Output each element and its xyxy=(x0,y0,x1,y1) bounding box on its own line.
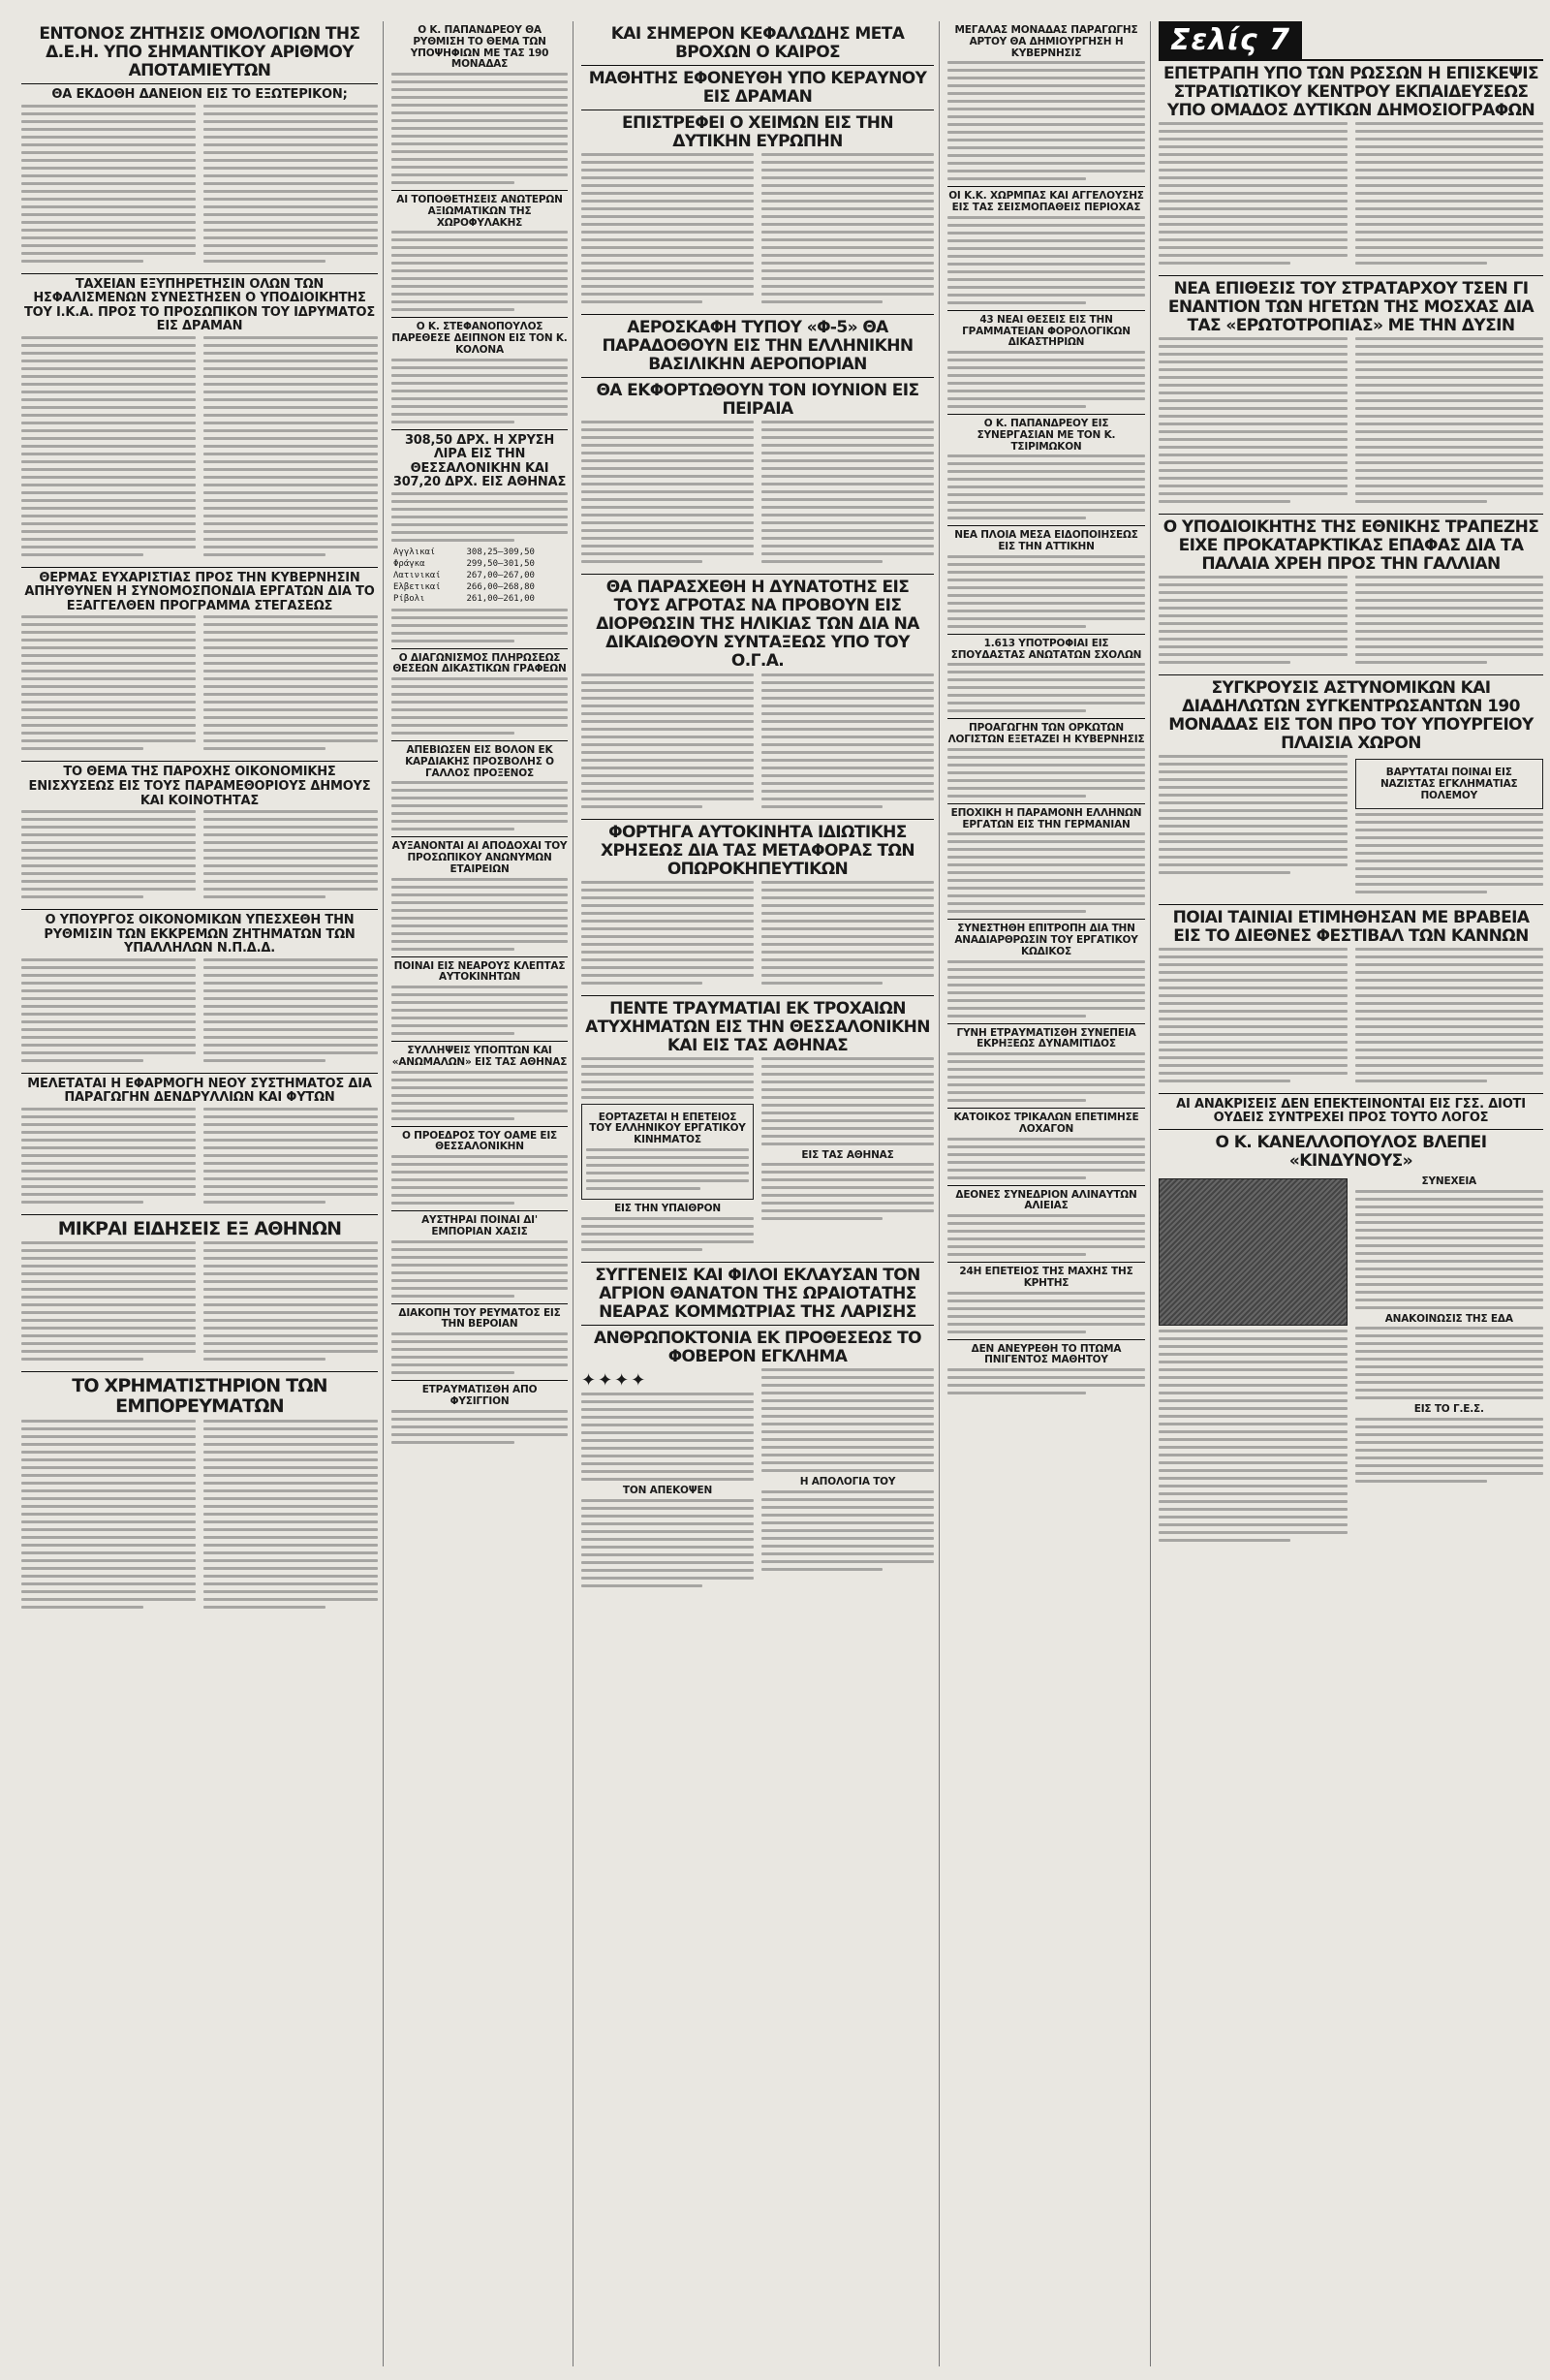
column-4 xyxy=(947,21,1151,2366)
article-weather xyxy=(581,25,934,308)
headline: Ο Κ. ΣΤΕΦΑΝΟΠΟΥΛΟΣ ΠΑΡΕΘΕΣΕ ΔΕΙΠΝΟΝ ΕΙΣ ΤΟΝ Κ. ΚΟΛΟΝΑ xyxy=(391,321,568,356)
headline: Ο ΠΡΟΕΔΡΟΣ ΤΟΥ ΟΑΜΕ ΕΙΣ ΘΕΣΣΑΛΟΝΙΚΗΝ xyxy=(401,1129,558,1153)
article-kanellopoulos xyxy=(1159,1098,1543,1547)
ornament-icon: ✦✦✦✦ xyxy=(581,1369,648,1391)
article-body xyxy=(581,153,934,308)
article-gendarmerie xyxy=(391,195,568,311)
article-cartridge-injury xyxy=(391,1385,568,1444)
article-court-exams xyxy=(391,653,568,736)
headline: 308,50 ΔΡΧ. Η ΧΡΥΣΗ ΛΙΡΑ ΕΙΣ ΤΗΝ ΘΕΣΣΑΛΟΝΙΚΗΝ ΚΑΙ 307,20 ΔΡΧ. ΕΙΣ ΑΘΗΝΑΣ xyxy=(392,432,567,490)
section-subhead: ΤΟΝ ΑΠΕΚΟΨΕΝ xyxy=(622,1484,713,1496)
table-row: Φράγκα 299,50—301,50 xyxy=(393,558,535,569)
article-company-pay xyxy=(391,841,568,950)
headline: 43 ΝΕΑΙ ΘΕΣΕΙΣ ΕΙΣ ΤΗΝ ΓΡΑΜΜΑΤΕΙΑΝ ΦΟΡΟΛΟΓΙΚΩΝ ΔΙΚΑΣΤΗΡΙΩΝ xyxy=(962,313,1131,349)
article-finance-minister xyxy=(21,914,378,1067)
article-body xyxy=(581,1368,934,1592)
headline: ΕΝΤΟΝΟΣ ΖΗΤΗΣΙΣ ΟΜΟΛΟΓΙΩΝ ΤΗΣ Δ.Ε.Η. ΥΠΟ ΣΗΜΑΝΤΙΚΟΥ ΑΡΙΘΜΟΥ ΑΠΟΤΑΜΙΕΥΤΩΝ xyxy=(39,24,360,81)
article-stefanopoulos-dinner xyxy=(391,322,568,423)
headline: ΑΥΣΤΗΡΑΙ ΠΟΙΝΑΙ ΔΙ' ΕΜΠΟΡΙΑΝ ΧΑΣΙΣ xyxy=(421,1214,538,1237)
article-oga-pensions xyxy=(581,579,934,812)
inset-box xyxy=(1355,759,1544,808)
headline: Ο ΥΠΟΥΡΓΟΣ ΟΙΚΟΝΟΜΙΚΩΝ ΥΠΕΣΧΕΘΗ ΤΗΝ ΡΥΘΜΙΣΙΝ ΤΩΝ ΕΚΚΡΕΜΩΝ ΖΗΤΗΜΑΤΩΝ ΤΩΝ ΥΠΑΛΛΗΛΩΝ Ν.Π.Δ.Δ. xyxy=(44,913,356,956)
article-drowned-student xyxy=(947,1344,1145,1395)
headline: ΓΥΝΗ ΕΤΡΑΥΜΑΤΙΣΘΗ ΣΥΝΕΠΕΙΑ ΕΚΡΗΞΕΩΣ ΔΥΝΑΜΙΤΙΔΟΣ xyxy=(956,1026,1136,1050)
article-traffic-accidents xyxy=(581,1000,934,1256)
headline: ΕΠΟΧΙΚΗ Η ΠΑΡΑΜΟΝΗ ΕΛΛΗΝΩΝ ΕΡΓΑΤΩΝ ΕΙΣ ΤΗΝ ΓΕΡΜΑΝΙΑΝ xyxy=(950,806,1142,830)
subheadline: Ο Κ. ΚΑΝΕΛΛΟΠΟΥΛΟΣ ΒΛΕΠΕΙ «ΚΙΝΔΥΝΟΥΣ» xyxy=(1215,1132,1487,1171)
headline: 24Η ΕΠΕΤΕΙΟΣ ΤΗΣ ΜΑΧΗΣ ΤΗΣ ΚΡΗΤΗΣ xyxy=(959,1266,1133,1289)
headline: ΝΕΑ ΕΠΙΘΕΣΙΣ ΤΟΥ ΣΤΡΑΤΑΡΧΟΥ ΤΣΕΝ ΓΙ ΕΝΑΝΤΙΟΝ ΤΩΝ ΗΓΕΤΩΝ ΤΗΣ ΜΟΣΧΑΣ ΔΙΑ ΤΑΣ «ΕΡΩΤΟΤΡΟΠΙΑΣ» ΜΕ ΤΗΝ ΔΥΣΙΝ xyxy=(1167,279,1534,336)
article-tsirimokos xyxy=(947,419,1145,519)
subheadline: ΘΑ ΕΚΦΟΡΤΩΘΟΥΝ ΤΟΝ ΙΟΥΝΙΟΝ ΕΙΣ ΠΕΙΡΑΙΑ xyxy=(596,381,919,420)
table-row: Λατινικαί 267,00—267,00 xyxy=(393,570,535,580)
gold-price-table xyxy=(391,547,568,605)
article-body xyxy=(581,673,934,813)
headline: Ο Κ. ΠΑΠΑΝΔΡΕΟΥ ΘΑ ΡΥΘΜΙΣΗ ΤΟ ΘΕΜΑ ΤΩΝ ΥΠΟΨΗΦΙΩΝ ΜΕ ΤΑΣ 190 ΜΟΝΑΔΑΣ xyxy=(410,24,549,71)
column-1 xyxy=(21,21,384,2366)
article-larissa-murder xyxy=(581,1267,934,1592)
headline: ΔΕΟΝΕΣ ΣΥΝΕΔΡΙΟΝ ΑΛΙΝΑΥΤΩΝ ΑΛΙΕΙΑΣ xyxy=(955,1188,1137,1212)
headline: ΑΙ ΑΝΑΚΡΙΣΕΙΣ ΔΕΝ ΕΠΕΚΤΕΙΝΟΝΤΑΙ ΕΙΣ ΓΣΣ. ΔΙΟΤΙ ΟΥΔΕΙΣ ΣΥΝΤΡΕΧΕΙ ΠΡΟΣ ΤΟΥΤΟ ΛΟΓΟΣ xyxy=(1176,1096,1526,1126)
section-subhead: ΕΙΣ ΤΟ Γ.Ε.Σ. xyxy=(1413,1403,1484,1416)
headline: ΦΟΡΤΗΓΑ ΑΥΤΟΚΙΝΗΤΑ ΙΔΙΩΤΙΚΗΣ ΧΡΗΣΕΩΣ ΔΙΑ ΤΑΣ ΜΕΤΑΦΟΡΑΣ ΤΩΝ ΟΠΩΡΟΚΗΠΕΥΤΙΚΩΝ xyxy=(600,822,915,879)
article-body xyxy=(1159,337,1543,508)
article-scholarships xyxy=(947,639,1145,713)
headline: ΤΟ ΧΡΗΜΑΤΙΣΤΗΡΙΟΝ ΤΩΝ ΕΜΠΟΡΕΥΜΑΤΩΝ xyxy=(72,1375,327,1418)
subheadline: ΑΝΘΡΩΠΟΚΤΟΝΙΑ ΕΚ ΠΡΟΘΕΣΕΩΣ ΤΟ ΦΟΒΕΡΟΝ ΕΓΚΛΗΜΑ xyxy=(593,1328,922,1366)
article-body xyxy=(1159,948,1543,1087)
article-new-ships xyxy=(947,530,1145,628)
headline: ΘΕΡΜΑΣ ΕΥΧΑΡΙΣΤΙΑΣ ΠΡΟΣ ΤΗΝ ΚΥΒΕΡΝΗΣΙΝ ΑΠΗΥΘΥΝΕΝ Η ΣΥΝΟΜΟΣΠΟΝΔΙΑ ΕΡΓΑΤΩΝ ΔΙΑ ΤΟ ΕΞΑΓΓΕΛΘΕΝ ΠΡΟΓΡΑΜΜΑ ΣΤΕΓΑΣΕΩΣ xyxy=(24,570,375,613)
headline: ΠΟΙΝΑΙ ΕΙΣ ΝΕΑΡΟΥΣ ΚΛΕΠΤΑΣ ΑΥΤΟΚΙΝΗΤΩΝ xyxy=(393,959,566,984)
article-labour-code xyxy=(947,924,1145,1017)
section-subhead: ΕΙΣ ΤΑΣ ΑΘΗΝΑΣ xyxy=(801,1148,894,1161)
article-body xyxy=(581,421,934,568)
article-deh-bonds xyxy=(21,25,378,267)
table-row: Ελβετικαί 266,00—268,80 xyxy=(393,581,535,592)
article-ika xyxy=(21,278,378,561)
article-chen-yi xyxy=(1159,280,1543,508)
headline: ΟΙ Κ.Κ. ΧΩΡΜΠΑΣ ΚΑΙ ΑΓΓΕΛΟΥΣΗΣ ΕΙΣ ΤΑΣ ΣΕΙΣΜΟΠΑΘΕΙΣ ΠΕΡΙΟΧΑΣ xyxy=(948,190,1144,213)
headline: ΔΕΝ ΑΝΕΥΡΕΘΗ ΤΟ ΠΤΩΜΑ ΠΝΙΓΕΝΤΟΣ ΜΑΘΗΤΟΥ xyxy=(971,1342,1122,1366)
article-body xyxy=(21,958,378,1067)
article-cannes-festival xyxy=(1159,909,1543,1087)
section-subhead: ΕΙΣ ΤΗΝ ΥΠΑΙΘΡΟΝ xyxy=(614,1202,721,1214)
article-body xyxy=(21,1420,378,1613)
article-body xyxy=(21,336,378,561)
article-power-cut xyxy=(391,1308,568,1375)
article-soviet-visit xyxy=(1159,65,1543,269)
section-subhead: Η ΑΠΟΛΟΓΙΑ ΤΟΥ xyxy=(799,1475,896,1488)
headline: ΚΑΙ ΣΗΜΕΡΟΝ ΚΕΦΑΛΩΔΗΣ ΜΕΤΑ ΒΡΟΧΩΝ Ο ΚΑΙΡΟΣ xyxy=(610,24,905,63)
section-subhead: ΣΥΝΕΧΕΙΑ xyxy=(1421,1174,1476,1187)
headline: ΘΑ ΠΑΡΑΣΧΕΘΗ Η ΔΥΝΑΤΟΤΗΣ ΕΙΣ ΤΟΥΣ ΑΓΡΟΤΑΣ ΝΑ ΠΡΟΒΟΥΝ ΕΙΣ ΔΙΟΡΘΩΣΙΝ ΤΗΣ ΗΛΙΚΙΑΣ ΤΩΝ ΔΙΑ ΝΑ ΔΙΚΑΙΩΘΟΥΝ ΣΥΝΤΑΞΕΩΣ ΥΠΟ ΤΟΥ Ο.Γ.Α. xyxy=(596,578,919,672)
headline: ΤΑΧΕΙΑΝ ΕΞΥΠΗΡΕΤΗΣΙΝ ΟΛΩΝ ΤΩΝ ΗΣΦΑΛΙΣΜΕΝΩΝ ΣΥΝΕΣΤΗΣΕΝ Ο ΥΠΟΔΙΟΙΚΗΤΗΣ ΤΟΥ Ι.Κ.Α. ΠΡΟΣ ΤΟ ΠΡΟΣΩΠΙΚΟΝ ΤΟΥ ΙΔΡΥΜΑΤΟΣ ΕΙΣ ΔΡΑΜΑΝ xyxy=(23,276,375,334)
headline: ΣΥΝΕΣΤΗΘΗ ΕΠΙΤΡΟΠΗ ΔΙΑ ΤΗΝ ΑΝΑΔΙΑΡΘΡΩΣΙΝ ΤΟΥ ΕΡΓΑΤΙΚΟΥ ΚΩΔΙΚΟΣ xyxy=(954,923,1138,957)
inset-headline: ΒΑΡΥΤΑΤΑΙ ΠΟΙΝΑΙ ΕΙΣ ΝΑΖΙΣΤΑΣ ΕΓΚΛΗΜΑΤΙΑΣ ΠΟΛΕΜΟΥ xyxy=(1380,767,1518,801)
headline: ΤΟ ΘΕΜΑ ΤΗΣ ΠΑΡΟΧΗΣ ΟΙΚΟΝΟΜΙΚΗΣ ΕΝΙΣΧΥΣΕΩΣ ΕΙΣ ΤΟΥΣ ΠΑΡΑΜΕΘΟΡΙΟΥΣ ΔΗΜΟΥΣ ΚΑΙ ΚΟΙΝΟΤΗΤΑΣ xyxy=(28,765,371,808)
section-subhead: ΑΝΑΚΟΙΝΩΣΙΣ ΤΗΣ ΕΔΑ xyxy=(1384,1312,1513,1325)
article-accountants xyxy=(947,723,1145,798)
headline: ΑΥΞΑΝΟΝΤΑΙ ΑΙ ΑΠΟΔΟΧΑΙ ΤΟΥ ΠΡΟΣΩΠΙΚΟΥ ΑΝΩΝΥΜΩΝ ΕΤΑΙΡΕΙΩΝ xyxy=(391,840,568,875)
article-bread-units xyxy=(947,25,1145,180)
headline: ΜΙΚΡΑΙ ΕΙΔΗΣΕΙΣ ΕΞ ΑΘΗΝΩΝ xyxy=(57,1217,342,1239)
headline: 1.613 ΥΠΟΤΡΟΦΙΑΙ ΕΙΣ ΣΠΟΥΔΑΣΤΑΣ ΑΝΩΤΑΤΩΝ ΣΧΟΛΩΝ xyxy=(950,637,1142,661)
headline: Ο ΥΠΟΔΙΟΙΚΗΤΗΣ ΤΗΣ ΕΘΝΙΚΗΣ ΤΡΑΠΕΖΗΣ ΕΙΧΕ ΠΡΟΚΑΤΑΡΚΤΙΚΑΣ ΕΠΑΦΑΣ ΔΙΑ ΤΑ ΠΑΛΑΙΑ ΧΡΕΗ ΠΡΟΣ ΤΗΝ ΓΑΛΛΙΑΝ xyxy=(1162,517,1539,575)
headline: Ο Κ. ΠΑΠΑΝΔΡΕΟΥ ΕΙΣ ΣΥΝΕΡΓΑΣΙΑΝ ΜΕ ΤΟΝ Κ. ΤΣΙΡΙΜΩΚΟΝ xyxy=(976,418,1116,453)
headline: ΑΙ ΤΟΠΟΘΕΤΗΣΕΙΣ ΑΝΩΤΕΡΩΝ ΑΞΙΩΜΑΤΙΚΩΝ ΤΗΣ ΧΩΡΟΦΥΛΑΚΗΣ xyxy=(396,194,563,229)
article-trikala xyxy=(947,1112,1145,1179)
headline: Ο ΔΙΑΓΩΝΙΣΜΟΣ ΠΛΗΡΩΣΕΩΣ ΘΕΣΕΩΝ ΔΙΚΑΣΤΙΚΩΝ ΓΡΑΦΕΩΝ xyxy=(392,651,567,675)
article-dynamite xyxy=(947,1028,1145,1103)
headline: ΕΠΙΣΤΡΕΦΕΙ Ο ΧΕΙΜΩΝ ΕΙΣ ΤΗΝ ΔΥΤΙΚΗΝ ΕΥΡΩΠΗΝ xyxy=(621,113,893,152)
inset-box xyxy=(581,1104,754,1200)
page-masthead-row xyxy=(1159,21,1543,61)
news-photo xyxy=(1159,1178,1348,1326)
article-body xyxy=(581,1057,934,1256)
headline: ΜΑΘΗΤΗΣ ΕΦΟΝΕΥΘΗ ΥΠΟ ΚΕΡΑΥΝΟΥ ΕΙΣ ΔΡΑΜΑΝ xyxy=(588,69,927,108)
headline: ΕΤΡΑΥΜΑΤΙΣΘΗ ΑΠΟ ΦΥΣΙΓΓΙΟΝ xyxy=(421,1384,538,1407)
column-5 xyxy=(1159,21,1548,2366)
article-oame-president xyxy=(391,1131,568,1206)
headline: ΠΟΙΑΙ ΤΑΙΝΙΑΙ ΕΤΙΜΗΘΗΣΑΝ ΜΕ ΒΡΑΒΕΙΑ ΕΙΣ ΤΟ ΔΙΕΘΝΕΣ ΦΕΣΤΙΒΑΛ ΤΩΝ ΚΑΝΝΩΝ xyxy=(1172,907,1530,946)
article-earthquake-areas xyxy=(947,191,1145,304)
headline: ΠΡΟΑΓΩΓΗΝ ΤΩΝ ΟΡΚΩΤΩΝ ΛΟΓΙΣΤΩΝ ΕΞΕΤΑΖΕΙ Η ΚΥΒΕΡΝΗΣΙΣ xyxy=(947,722,1145,745)
column-3 xyxy=(581,21,940,2366)
article-gold-sovereign xyxy=(391,434,568,642)
article-car-thieves xyxy=(391,961,568,1036)
headline: ΣΥΓΚΡΟΥΣΙΣ ΑΣΤΥΝΟΜΙΚΩΝ ΚΑΙ ΔΙΑΔΗΛΩΤΩΝ ΣΥΓΚΕΝΤΡΩΣΑΝΤΩΝ 190 ΜΟΝΑΔΑΣ ΕΙΣ ΤΟΝ ΠΡΟ ΤΟΥ ΥΠΟΥΡΓΕΙΟΥ ΠΛΑΙΣΙΑ ΧΩΡΟΝ xyxy=(1168,678,1534,754)
headline: ΑΕΡΟΣΚΑΦΗ ΤΥΠΟΥ «Φ-5» ΘΑ ΠΑΡΑΔΟΘΟΥΝ ΕΙΣ ΤΗΝ ΕΛΛΗΝΙΚΗΝ ΒΑΣΙΛΙΚΗΝ ΑΕΡΟΠΟΡΙΑΝ xyxy=(602,318,914,375)
article-tax-courts xyxy=(947,315,1145,408)
article-body xyxy=(21,810,378,903)
article-border-municipalities xyxy=(21,766,378,903)
article-body xyxy=(21,1241,378,1365)
headline: ΣΥΓΓΕΝΕΙΣ ΚΑΙ ΦΙΛΟΙ ΕΚΛΑΥΣΑΝ ΤΟΝ ΑΓΡΙΟΝ ΘΑΝΑΤΟΝ ΤΗΣ ΩΡΑΙΟΤΑΤΗΣ ΝΕΑΡΑΣ ΚΟΜΜΩΤΡΙΑΣ ΤΗΣ ΛΑΡΙΣΗΣ xyxy=(595,1265,920,1322)
article-papandreou-190 xyxy=(391,25,568,184)
article-body xyxy=(1159,576,1543,669)
headline: ΜΕΓΑΛΑΣ ΜΟΝΑΔΑΣ ΠΑΡΑΓΩΓΗΣ ΑΡΤΟΥ ΘΑ ΔΗΜΙΟΥΡΓΗΣΗ Η ΚΥΒΕΡΝΗΣΙΣ xyxy=(954,24,1138,59)
subheadline: ΘΑ ΕΚΔΟΘΗ ΔΑΝΕΙΟΝ ΕΙΣ ΤΟ ΕΞΩΤΕΡΙΚΟΝ; xyxy=(51,87,348,103)
headline: ΚΑΤΟΙΚΟΣ ΤΡΙΚΑΛΩΝ ΕΠΕΤΙΜΗΣΕ ΛΟΧΑΓΟΝ xyxy=(953,1112,1139,1135)
article-small-news xyxy=(21,1219,378,1365)
article-national-bank xyxy=(1159,518,1543,669)
headline: ΕΠΕΤΡΑΠΗ ΥΠΟ ΤΩΝ ΡΩΣΣΩΝ Η ΕΠΙΣΚΕΨΙΣ ΣΤΡΑΤΙΩΤΙΚΟΥ ΚΕΝΤΡΟΥ ΕΚΠΑΙΔΕΥΣΕΩΣ ΥΠΟ ΟΜΑΔΟΣ ΔΥΤΙΚΩΝ ΔΗΜΟΣΙΟΓΡΑΦΩΝ xyxy=(1163,64,1538,121)
headline: ΜΕΛΕΤΑΤΑΙ Η ΕΦΑΡΜΟΓΗ ΝΕΟΥ ΣΥΣΤΗΜΑΤΟΣ ΔΙΑ ΠΑΡΑΓΩΓΗΝ ΔΕΝΔΡΥΛΛΙΩΝ ΚΑΙ ΦΥΤΩΝ xyxy=(27,1076,372,1106)
article-body xyxy=(1159,1173,1543,1547)
article-police-clash xyxy=(1159,679,1543,897)
article-hashish xyxy=(391,1215,568,1298)
headline: ΑΠΕΒΙΩΣΕΝ ΕΙΣ ΒΟΛΟΝ ΕΚ ΚΑΡΔΙΑΚΗΣ ΠΡΟΣΒΟΛΗΣ Ο ΓΑΛΛΟΣ ΠΡΟΞΕΝΟΣ xyxy=(405,744,554,779)
article-body xyxy=(1159,755,1543,897)
table-row: Ρίβολι 261,00—261,00 xyxy=(393,593,535,604)
headline: ΝΕΑ ΠΛΟΙΑ ΜΕΣΑ ΕΙΔΟΠΟΙΗΣΕΩΣ ΕΙΣ ΤΗΝ ΑΤΤΙΚΗΝ xyxy=(954,529,1138,552)
article-f5-aircraft xyxy=(581,319,934,568)
article-workers-germany xyxy=(947,808,1145,914)
article-arrests xyxy=(391,1046,568,1120)
page-number: Σελίς 7 xyxy=(1159,21,1302,59)
article-housing-program xyxy=(21,572,378,756)
headline: ΔΙΑΚΟΠΗ ΤΟΥ ΡΕΥΜΑΤΟΣ ΕΙΣ ΤΗΝ ΒΕΡΟΙΑΝ xyxy=(398,1306,561,1331)
article-body xyxy=(21,615,378,755)
column-2 xyxy=(391,21,574,2366)
headline: ΣΥΛΛΗΨΕΙΣ ΥΠΟΠΤΩΝ ΚΑΙ «ΑΝΩΜΑΛΩΝ» ΕΙΣ ΤΑΣ ΑΘΗΝΑΣ xyxy=(391,1045,568,1068)
article-saplings xyxy=(21,1078,378,1208)
article-battle-of-crete xyxy=(947,1267,1145,1333)
article-body xyxy=(581,881,934,989)
article-trucks xyxy=(581,824,934,989)
article-body xyxy=(1159,122,1543,269)
table-row: Αγγλικαί 308,25—309,50 xyxy=(393,547,535,557)
headline: ΠΕΝΤΕ ΤΡΑΥΜΑΤΙΑΙ ΕΚ ΤΡΟΧΑΙΩΝ ΑΤΥΧΗΜΑΤΩΝ ΕΙΣ ΤΗΝ ΘΕΣΣΑΛΟΝΙΚΗΝ ΚΑΙ ΕΙΣ ΤΑΣ ΑΘΗΝΑΣ xyxy=(585,998,930,1055)
article-fishermen xyxy=(947,1190,1145,1257)
article-commodity-exchange xyxy=(21,1376,378,1613)
article-body xyxy=(21,105,378,267)
inset-headline: ΕΟΡΤΑΖΕΤΑΙ Η ΕΠΕΤΕΙΟΣ ΤΟΥ ΕΛΛΗΝΙΚΟΥ ΕΡΓΑΤΙΚΟΥ ΚΙΝΗΜΑΤΟΣ xyxy=(589,1111,746,1146)
article-body xyxy=(21,1108,378,1208)
article-french-consul xyxy=(391,745,568,830)
